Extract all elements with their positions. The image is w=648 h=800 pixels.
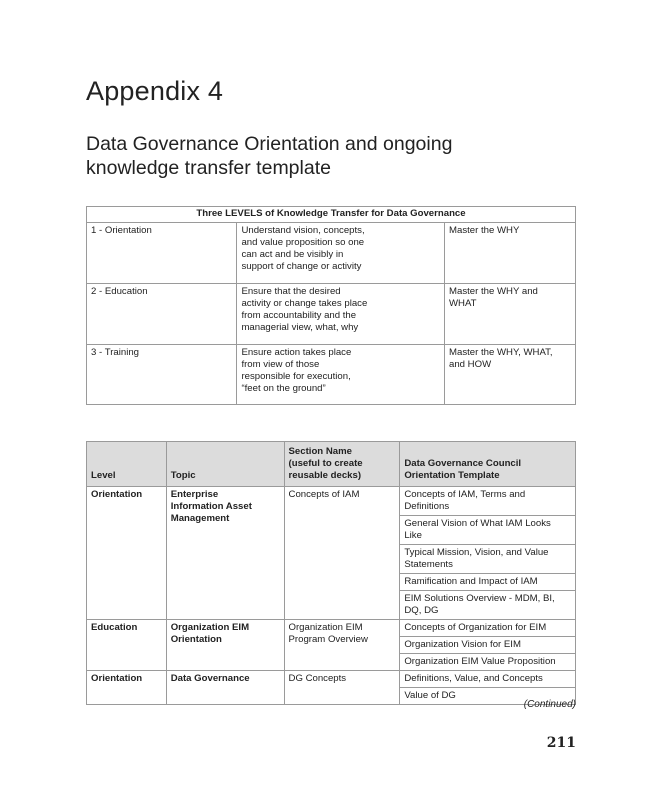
header-topic: Topic <box>166 442 284 487</box>
mastery-cell <box>445 284 576 345</box>
mastery-text: Master the WHY, WHAT, and HOW <box>449 347 553 370</box>
header-level: Level <box>87 442 167 487</box>
mastery-cell: Master the WHY <box>445 223 576 284</box>
header-template-text: Data Governance Council Orientation Template <box>404 458 522 481</box>
template-item: Concepts of IAM, Terms and Definitions <box>400 487 576 516</box>
description-cell <box>237 223 445 284</box>
topic-cell <box>166 620 284 671</box>
table-row <box>87 487 576 516</box>
mastery-text: Master the WHY and WHAT <box>449 286 538 309</box>
table-row <box>87 223 576 284</box>
level-cell: 2 - Education <box>87 284 237 345</box>
section-cell: Concepts of IAM <box>284 487 400 620</box>
header-section <box>284 442 400 487</box>
table-row <box>87 345 576 405</box>
table-header-row <box>87 442 576 487</box>
description-text: Understand vision, concepts, and value proposition so one can act and be visibly in support of change or activity <box>241 225 365 272</box>
topic-text: Organization EIM Orientation <box>170 622 250 645</box>
section-cell: DG Concepts <box>284 671 400 705</box>
mastery-cell <box>445 345 576 405</box>
topic-cell <box>166 487 284 620</box>
template-item: General Vision of What IAM Looks Like <box>400 516 576 545</box>
table-row <box>87 284 576 345</box>
knowledge-levels-table <box>86 206 576 405</box>
template-item: Value of DG <box>400 688 576 705</box>
orientation-template-table <box>86 441 576 705</box>
page-number: 211 <box>546 735 576 751</box>
description-text: Ensure that the desired activity or change takes place from accountability and the managerial view, what, why <box>241 286 368 333</box>
continued-note: (Continued) <box>523 699 576 710</box>
description-cell <box>237 345 445 405</box>
template-item: Typical Mission, Vision, and Value Statements <box>400 545 576 574</box>
table-row <box>87 671 576 688</box>
description-cell <box>237 284 445 345</box>
template-item: Ramification and Impact of IAM <box>400 574 576 591</box>
template-item: Definitions, Value, and Concepts <box>400 671 576 688</box>
template-item: Organization Vision for EIM <box>400 637 576 654</box>
section-text: Organization EIM Program Overview <box>288 622 368 645</box>
header-section-text: Section Name (useful to create reusable decks) <box>288 446 363 481</box>
description-text: Ensure action takes place from view of those responsible for execution, “feet on the ground” <box>241 347 352 394</box>
levels-table-caption: Three LEVELS of Knowledge Transfer for Data Governance <box>87 207 576 223</box>
level-cell: Orientation <box>87 671 167 705</box>
level-cell: 3 - Training <box>87 345 237 405</box>
level-cell: 1 - Orientation <box>87 223 237 284</box>
page-subtitle: Data Governance Orientation and ongoing knowledge transfer template <box>86 133 453 179</box>
template-item: Concepts of Organization for EIM <box>400 620 576 637</box>
header-template <box>400 442 576 487</box>
topic-cell: Data Governance <box>166 671 284 705</box>
table-row <box>87 620 576 637</box>
topic-text: Enterprise Information Asset Management <box>170 489 252 524</box>
page-title: Appendix 4 <box>86 76 224 106</box>
template-item: EIM Solutions Overview - MDM, BI, DQ, DG <box>400 591 576 620</box>
level-cell: Education <box>87 620 167 671</box>
level-cell: Orientation <box>87 487 167 620</box>
template-item: Organization EIM Value Proposition <box>400 654 576 671</box>
section-cell <box>284 620 400 671</box>
